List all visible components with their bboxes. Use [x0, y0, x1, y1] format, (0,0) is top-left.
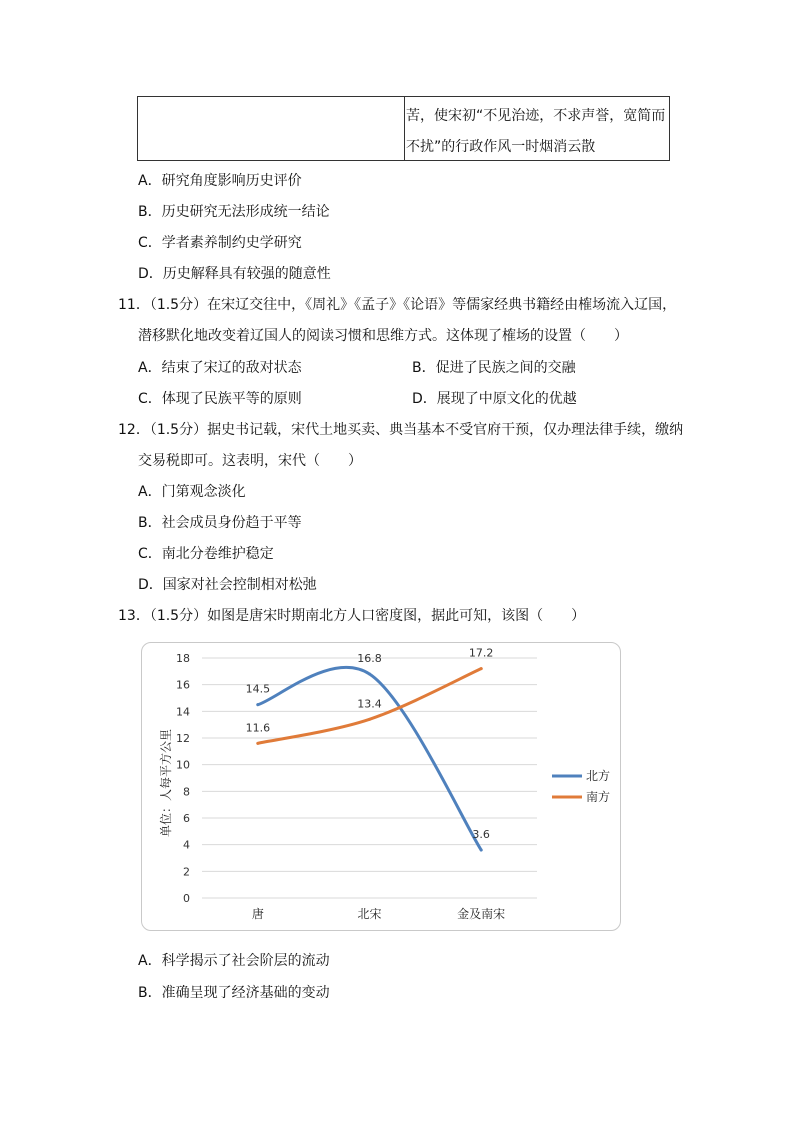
- q12-option-d: D．国家对社会控制相对松弛: [138, 577, 317, 593]
- y-tick-label: 14: [176, 705, 190, 719]
- data-label: 14.5: [245, 682, 271, 696]
- q12-option-c: C．南北分卷维护稳定: [138, 546, 274, 562]
- data-label: 13.4: [357, 697, 382, 711]
- x-tick-label: 金及南宋: [457, 907, 506, 921]
- q13-option-b: B．准确呈现了经济基础的变动: [138, 985, 330, 1001]
- x-tick-label: 唐: [251, 907, 264, 921]
- legend-label: 北方: [586, 769, 611, 783]
- q10-option-d: D．历史解释具有较强的随意性: [138, 266, 331, 282]
- chart-svg: [142, 643, 622, 932]
- q12-stem-line-2: 交易税即可。这表明，宋代（ ）: [138, 453, 362, 469]
- y-tick-label: 8: [183, 785, 190, 799]
- population-density-chart: [141, 642, 621, 931]
- data-point: [480, 667, 483, 670]
- y-tick-label: 16: [176, 678, 190, 692]
- data-label: 11.6: [245, 721, 271, 735]
- q12-stem-line-1: 12．（1.5分）据史书记载，宋代土地买卖、典当基本不受官府干预，仅办理法律手续，缴纳: [118, 422, 684, 438]
- table-divider: [404, 97, 405, 160]
- q11-option-c: C．体现了民族平等的原则: [138, 391, 302, 407]
- q11-option-d: D．展现了中原文化的优越: [412, 391, 577, 407]
- table-right-line-1: 苦，使宋初“不见治迹，不求声誉，宽简而: [406, 108, 666, 124]
- legend-label: 南方: [586, 790, 611, 804]
- y-tick-label: 0: [183, 892, 190, 905]
- data-point: [480, 849, 483, 852]
- data-point: [256, 703, 259, 706]
- y-tick-label: 4: [183, 838, 190, 852]
- table-right-line-2: 不扰”的行政作风一时烟消云散: [406, 139, 596, 155]
- q13-option-a: A．科学揭示了社会阶层的流动: [138, 953, 330, 969]
- table-fragment: [137, 96, 670, 161]
- y-tick-label: 2: [183, 865, 190, 879]
- y-tick-label: 18: [176, 652, 190, 665]
- y-tick-label: 6: [183, 812, 190, 825]
- data-point: [368, 718, 371, 721]
- x-tick-label: 北宋: [357, 907, 382, 921]
- q13-stem-line-1: 13．（1.5分）如图是唐宋时期南北方人口密度图，据此可知，该图（ ）: [118, 608, 586, 624]
- y-tick-label: 12: [176, 732, 190, 745]
- q10-option-c: C．学者素养制约史学研究: [138, 235, 302, 251]
- q11-stem-line-2: 潜移默化地改变着辽国人的阅读习惯和思维方式。这体现了榷场的设置（ ）: [138, 328, 628, 344]
- data-label: 16.8: [357, 652, 382, 665]
- q12-option-b: B．社会成员身份趋于平等: [138, 515, 302, 531]
- y-tick-label: 10: [176, 758, 190, 772]
- q10-option-a: A．研究角度影响历史评价: [138, 173, 302, 189]
- data-label: 3.6: [472, 828, 490, 841]
- q11-option-b: B．促进了民族之间的交融: [412, 360, 576, 376]
- q11-stem-line-1: 11．（1.5分）在宋辽交往中，《周礼》《孟子》《论语》等儒家经典书籍经由榷场流入辽国，: [118, 297, 677, 313]
- y-axis-label: 单位：人每平方公里: [159, 728, 173, 838]
- series-line-0: [258, 667, 481, 850]
- data-label: 17.2: [468, 646, 494, 660]
- data-point: [368, 673, 371, 676]
- q11-option-a: A．结束了宋辽的敌对状态: [138, 360, 302, 376]
- q12-option-a: A．门第观念淡化: [138, 484, 246, 500]
- data-point: [256, 742, 259, 745]
- q10-option-b: B．历史研究无法形成统一结论: [138, 204, 330, 220]
